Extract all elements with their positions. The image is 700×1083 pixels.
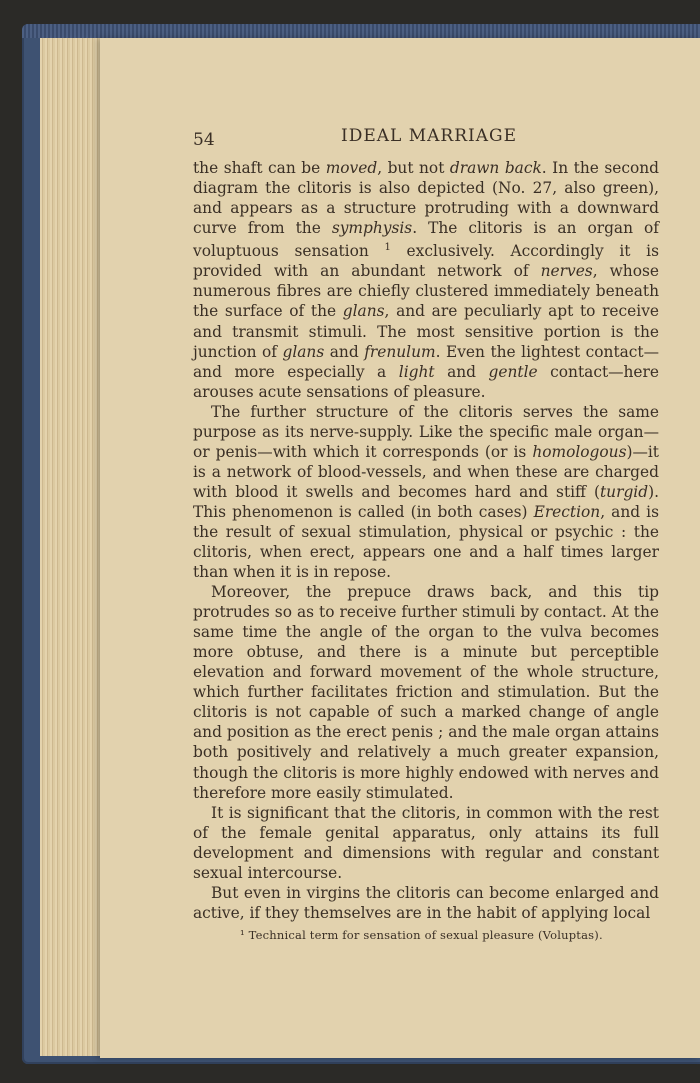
text-run: It is significant that the clitoris, in common with the rest of the female genital apparatus, only attains its full development and dimensions with regular and constant sexual intercourse. (193, 803, 659, 882)
text-run: ). This phenomenon is called (in both cases) (193, 482, 659, 521)
text-run: and (434, 362, 489, 381)
text-run: , whose numerous fibres are chiefly clustered immediately beneath the surface of the (193, 262, 659, 321)
italic-term: nerves (540, 262, 593, 281)
text-run: contact—here arouses acute sensations of pleasure. (193, 362, 660, 401)
italic-term: moved (325, 159, 378, 177)
text-run: )—it is a network of blood-vessels, and when these are charged with blood it swells and becomes hard and stiff ( (193, 442, 659, 501)
text-run: But even in virgins the clitoris can become enlarged and active, if they themselves are in the habit of applying local (193, 883, 659, 922)
cover-edge-stripe (22, 24, 700, 38)
italic-term: gentle (488, 362, 538, 381)
text-run: exclusively. Accordingly it is provided with an abundant network of (193, 242, 659, 281)
footnote: ¹ Technical term for sensation of sexual pleasure (Voluptas). (240, 928, 603, 942)
running-head: IDEAL MARRIAGE (341, 126, 517, 146)
italic-term: homologous (532, 442, 627, 461)
text-run: The further structure of the clitoris serves the same purpose as its nerve-supply. Like the specific male organ—or penis—with which it corresponds (or is (193, 402, 659, 461)
text-run: . In the second diagram the clitoris is also depicted (No. 27, also green), and appears as a structure protruding with a downward curve from the (193, 159, 659, 238)
text-run: , and is the result of sexual stimulation, physical or psychic : the clitoris, when erect, appears one and a half times larger than when it is in repose. (193, 502, 659, 582)
text-run: Moreover, the prepuce draws back, and this tip protrudes so as to receive further stimuli by contact. At the same time the angle of the organ to the vulva becomes more obtuse, and there is a minute but perceptible elevation and forward movement of the whole structure, which further facilitates friction and stimulation. But the clitoris is not capable of such a marked change of angle and position as the erect penis ; and the male organ attains both positively and relatively a much greater expansion, though the clitoris is more highly endowed with nerves and therefore more easily stimulated. (193, 583, 659, 802)
italic-term: glans (342, 302, 385, 321)
page-number: 54 (193, 130, 215, 150)
text-run: the shaft can be (193, 159, 326, 177)
paragraph-2 (193, 402, 659, 582)
text-run: . Even the lightest contact—and more especially a (193, 342, 659, 381)
footnote-marker: 1 (384, 242, 391, 254)
paragraph-3 (193, 582, 659, 803)
body-text (193, 158, 659, 923)
italic-term: light (398, 362, 435, 381)
paragraph-5 (193, 883, 659, 923)
italic-term: Erection (533, 502, 601, 521)
italic-term: drawn back (449, 159, 542, 177)
italic-term: turgid (600, 482, 649, 501)
page-header (193, 124, 653, 154)
italic-term: frenulum (364, 342, 436, 361)
text-run: , but not (377, 159, 450, 177)
text-run: and (324, 342, 365, 361)
text-run: , and are peculiarly apt to receive and transmit stimuli. The most sensitive portion is the junction of (193, 302, 659, 361)
text-run: . The clitoris is an organ of voluptuous sensation (193, 219, 659, 261)
italic-term: glans (282, 342, 325, 361)
italic-term: symphysis (331, 219, 413, 238)
paragraph-1 (193, 158, 659, 402)
paragraph-4 (193, 803, 659, 883)
